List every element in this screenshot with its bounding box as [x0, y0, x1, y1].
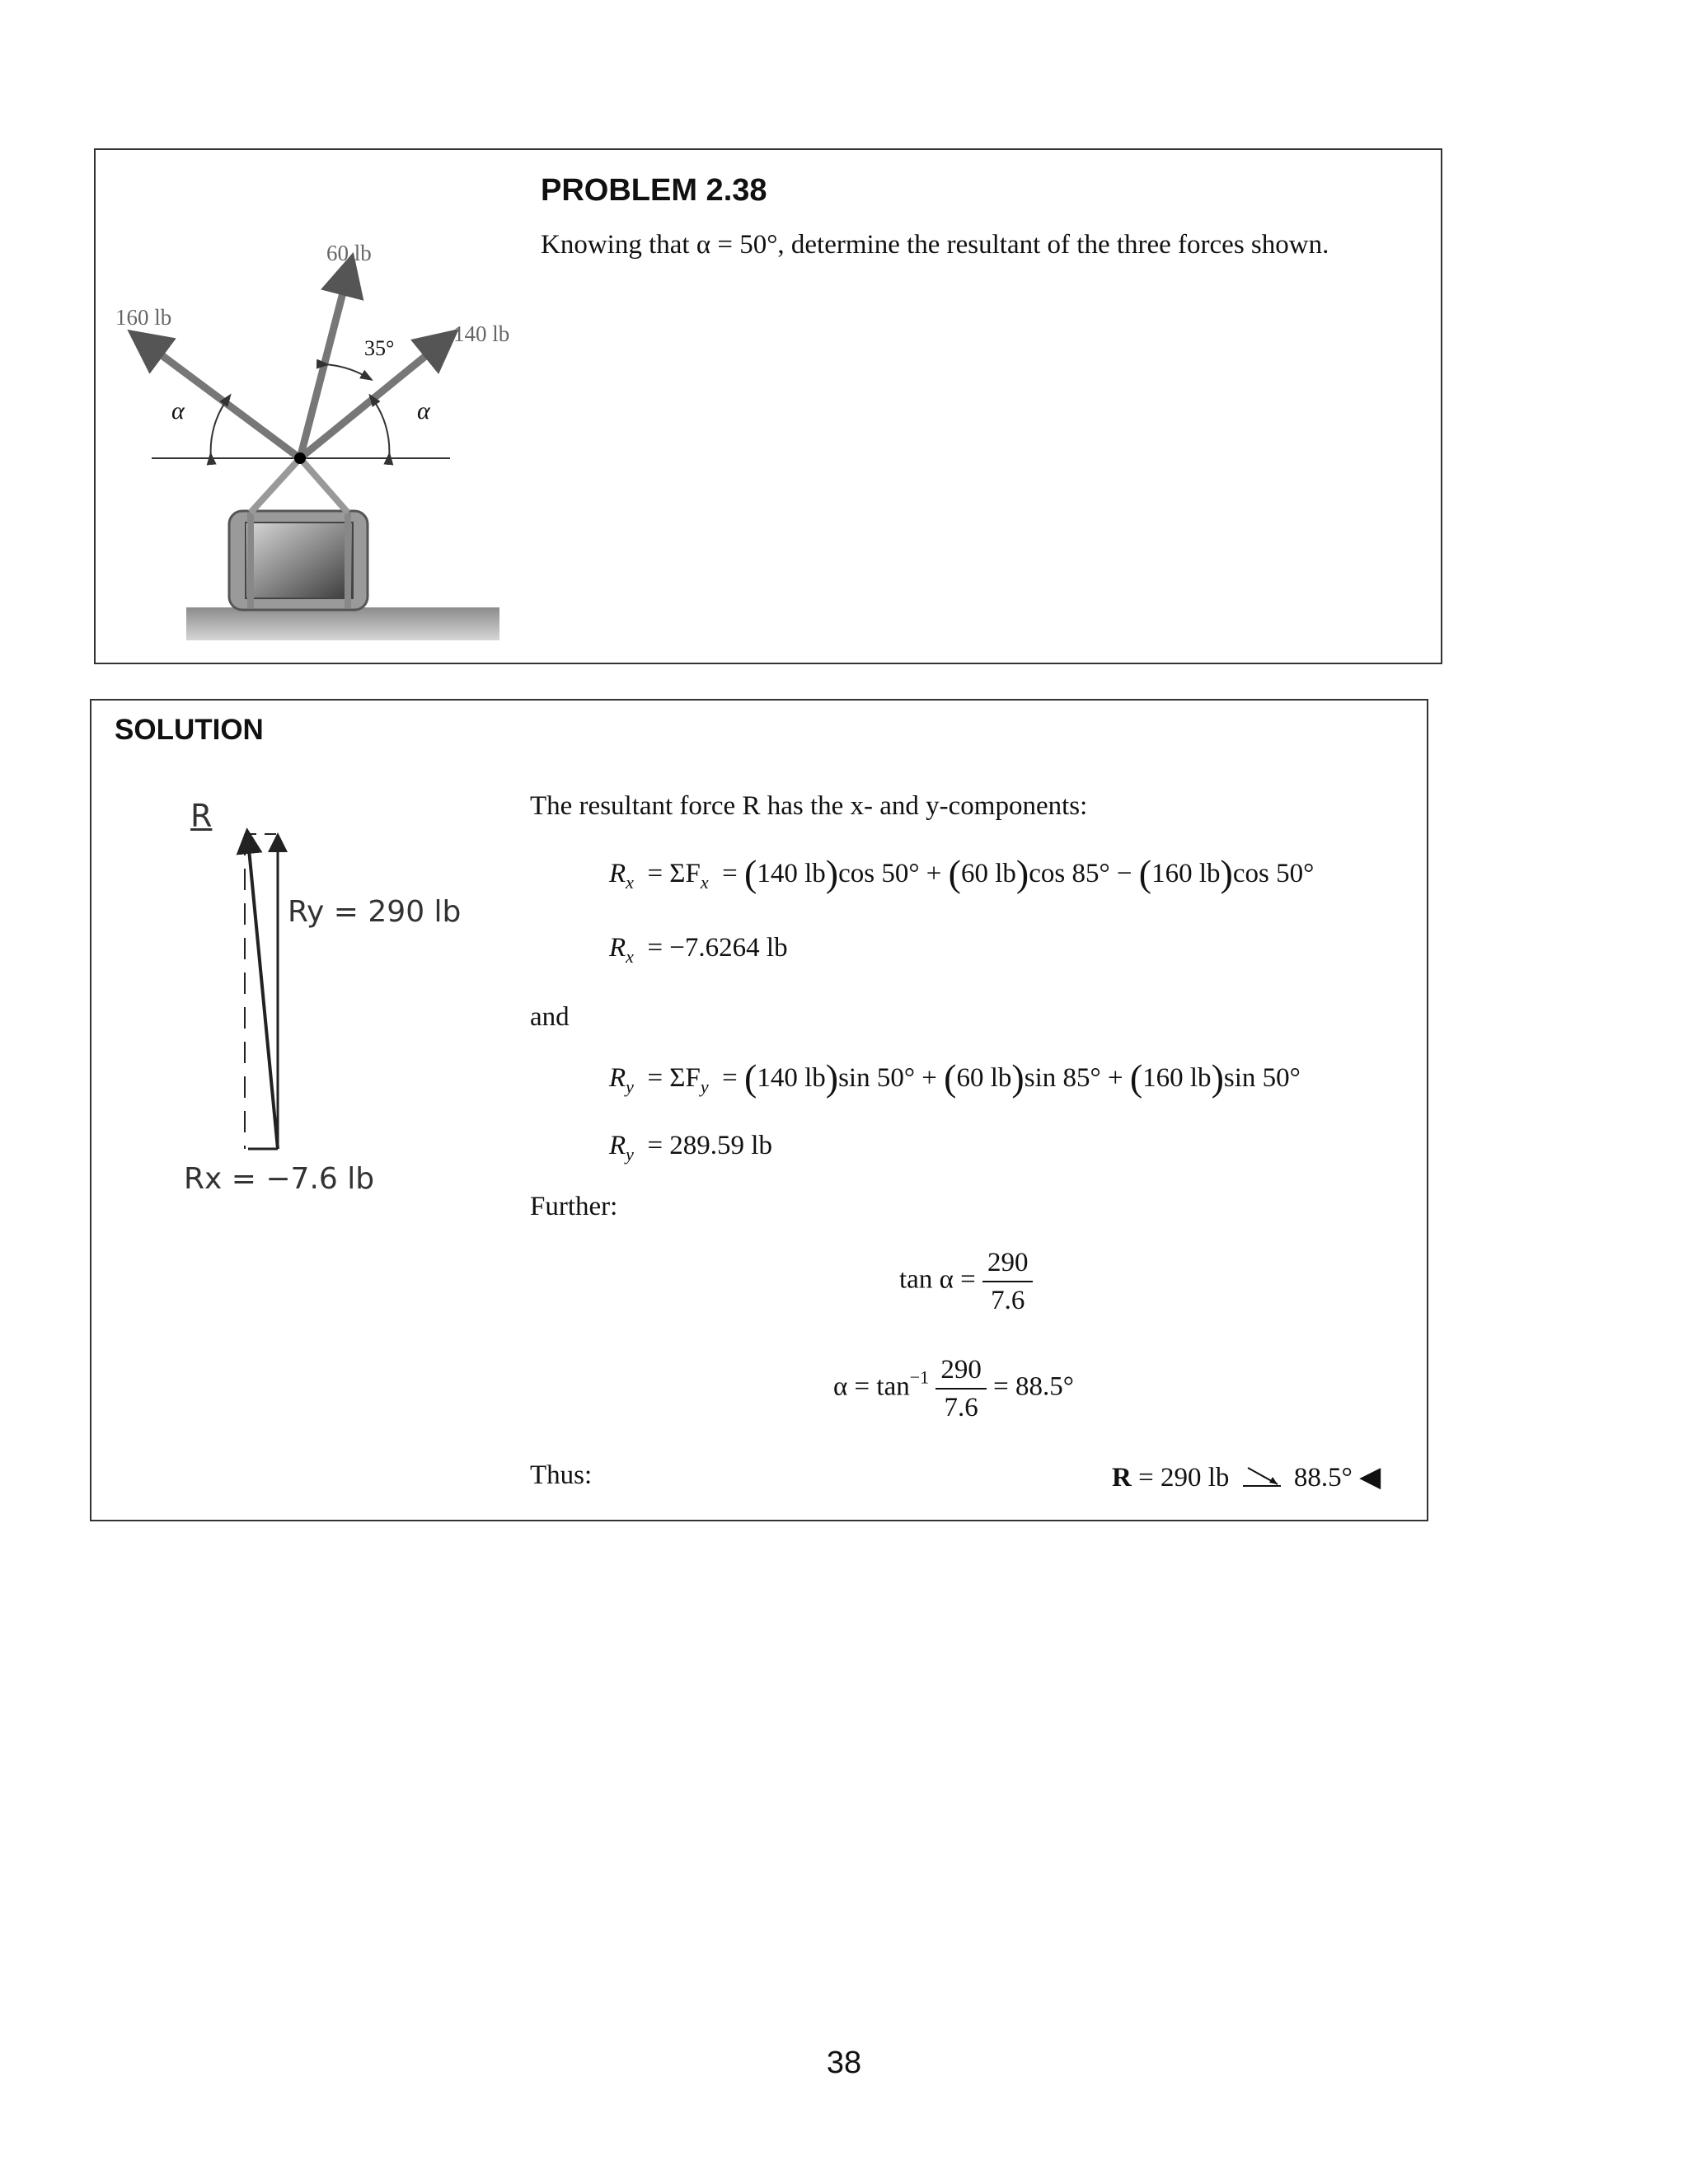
ry-lhs: R: [609, 1063, 626, 1093]
solution-intro: The resultant force R has the x- and y-components:: [530, 791, 1088, 821]
rope-left: [251, 458, 300, 513]
rx-value: = −7.6264 lb: [647, 933, 788, 963]
ry-result-lhs: R: [609, 1131, 626, 1160]
problem-title: PROBLEM 2.38: [541, 173, 767, 208]
ry-term-6: sin 50°: [1223, 1063, 1301, 1093]
force-160-arrow: [145, 343, 300, 458]
rx-term-2: cos 50° +: [838, 859, 942, 888]
ry-result: [609, 1131, 772, 1165]
rx-result-lhs: R: [609, 933, 626, 963]
ry-sum: = ΣF: [647, 1063, 701, 1093]
angle-35-arc: [323, 364, 368, 377]
tan-denominator: 7.6: [991, 1286, 1025, 1315]
ry-equation: $R_y = \Sigma F_y = (140$ lb)sin 50° + (60 lb)sin 85° + (160 lb)sin 50°: [609, 1057, 1301, 1099]
label-alpha-right: α: [417, 397, 430, 424]
tan-equation: [899, 1244, 1033, 1319]
tan-lhs: tan α =: [899, 1264, 976, 1295]
page-number: 38: [826, 2046, 862, 2080]
alpha-equation: [833, 1352, 1074, 1426]
ry-term-1: 140 lb: [757, 1063, 826, 1093]
problem-box: [94, 148, 1442, 664]
sketch-label-r: R: [190, 798, 213, 834]
tan-fraction: [982, 1244, 1034, 1319]
alpha-arc-left: [211, 399, 227, 458]
rx-term-3: 60 lb: [960, 859, 1016, 888]
alpha-sup: −1: [909, 1366, 930, 1388]
problem-figure: [96, 150, 524, 661]
crate-face: [246, 523, 353, 598]
label-140lb: 140 lb: [453, 321, 510, 346]
ry-subscript: y: [626, 1076, 634, 1097]
further-text: Further:: [530, 1192, 618, 1221]
ry-term-4: sin 85° +: [1024, 1063, 1123, 1093]
alpha-result: = 88.5°: [993, 1371, 1074, 1402]
rx-result: [609, 933, 788, 968]
rope-right: [300, 458, 348, 513]
ry-term-2: sin 50° +: [838, 1063, 937, 1093]
rx-equation: $R_x = \Sigma F_x = (140$ lb)cos 50° + (60 lb)cos 85° − (160 lb)cos 50°: [609, 852, 1315, 894]
answer-value: = 290 lb: [1138, 1463, 1230, 1493]
rx-term-6: cos 50°: [1232, 859, 1315, 888]
rx-term-5: 160 lb: [1151, 859, 1221, 888]
label-alpha-left: α: [171, 397, 185, 424]
rx-subscript: x: [626, 872, 634, 893]
sketch-label-rx: Rx = −7.6 lb: [184, 1162, 375, 1196]
problem-statement: Knowing that α = 50°, determine the resultant of the three forces shown.: [541, 230, 1329, 260]
tan-numerator: 290: [982, 1244, 1034, 1282]
label-160lb: 160 lb: [115, 305, 172, 330]
answer-marker-icon: ◀: [1359, 1462, 1381, 1493]
rx-sum: = ΣF: [647, 859, 701, 888]
rx-sum-subscript: x: [700, 872, 709, 893]
solution-box: [90, 699, 1428, 1521]
label-60lb: 60 lb: [326, 241, 372, 265]
ry-value: = 289.59 lb: [647, 1131, 772, 1160]
sketch-label-ry: Ry = 290 lb: [288, 895, 462, 929]
rx-term-4: cos 85° −: [1029, 859, 1132, 888]
solution-sketch: [91, 701, 405, 1195]
junction-point: [294, 452, 306, 464]
alpha-lhs: α = tan: [833, 1371, 910, 1402]
alpha-fraction: [935, 1352, 987, 1426]
rx-lhs: R: [609, 859, 626, 888]
ry-term-5: 160 lb: [1142, 1063, 1212, 1093]
final-answer: [1112, 1460, 1381, 1493]
ry-result-subscript: y: [626, 1144, 634, 1165]
alpha-arc-right: [373, 399, 389, 458]
label-35deg: 35°: [364, 336, 395, 360]
answer-angle: 88.5°: [1293, 1463, 1353, 1493]
rx-result-subscript: x: [626, 946, 634, 967]
ground: [186, 607, 499, 640]
rx-term-1: 140 lb: [757, 859, 826, 888]
thus-text: Thus:: [530, 1460, 593, 1490]
alpha-numerator: 290: [935, 1352, 987, 1390]
alpha-denominator: 7.6: [944, 1393, 978, 1422]
answer-r: R: [1112, 1463, 1132, 1493]
and-text: and: [530, 1002, 570, 1032]
ry-term-3: 60 lb: [956, 1063, 1012, 1093]
r-vector: [248, 841, 278, 1149]
ry-sum-subscript: y: [700, 1076, 709, 1097]
direction-icon: [1240, 1465, 1284, 1489]
solution-title: SOLUTION: [115, 714, 264, 746]
